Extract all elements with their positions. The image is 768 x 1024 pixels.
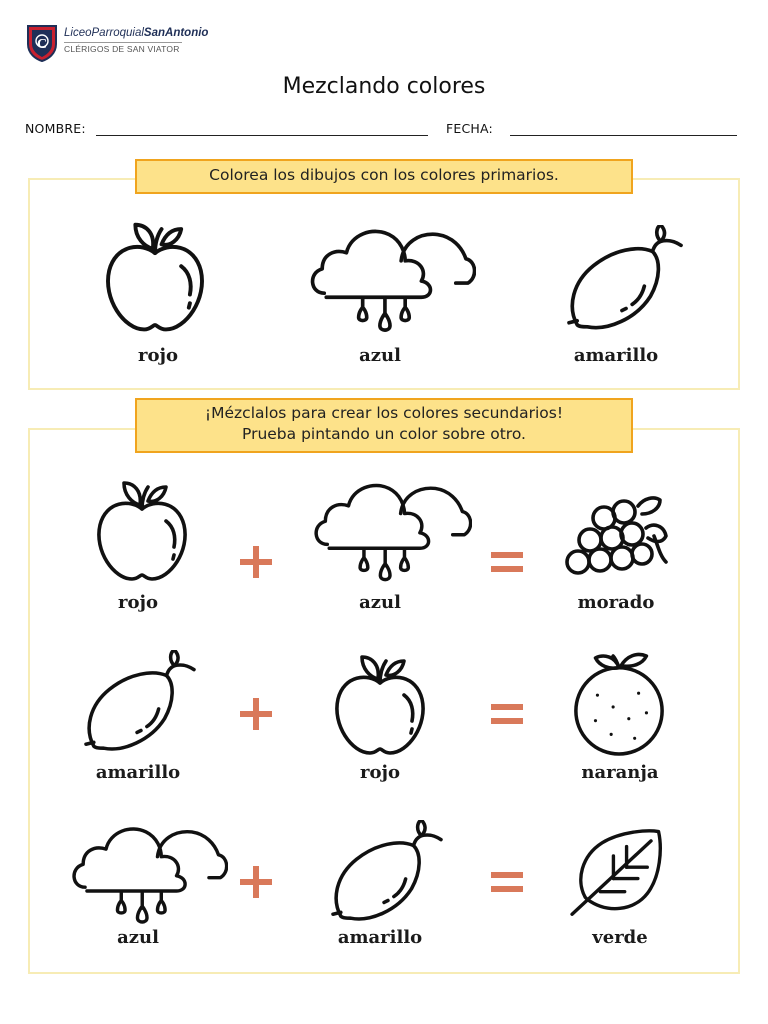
plus-icon [236,694,276,734]
apple-icon[interactable] [330,648,430,760]
apple-icon[interactable] [100,216,210,336]
instruction-text-1: Colorea los dibujos con los colores primarios. [209,166,559,184]
equals-icon [487,542,527,582]
equals-icon [487,862,527,902]
row3-label-b: amarillo [337,927,423,948]
cloud-icon[interactable] [308,474,472,582]
lemon-icon[interactable] [80,650,198,758]
school-subtitle: CLÉRIGOS DE SAN VIATOR [64,44,180,54]
school-name: LiceoParroquialSanAntonio [64,27,209,39]
lemon-icon[interactable] [560,225,688,337]
cloud-icon[interactable] [304,220,476,332]
row1-label-result: morado [577,592,655,613]
row3-label-result: verde [592,927,648,948]
row2-label-b: rojo [359,762,400,783]
plus-icon [236,542,276,582]
instruction-banner-1 [135,159,633,194]
grapes-icon[interactable] [562,492,672,582]
row2-label-a: amarillo [95,762,181,783]
row1-label-b: azul [359,592,401,613]
orange-icon[interactable] [570,650,668,758]
label-azul: azul [359,345,401,366]
date-field-line[interactable] [510,135,737,136]
cloud-icon[interactable] [66,818,228,924]
equals-icon [487,694,527,734]
lemon-icon[interactable] [326,820,446,928]
brand-divider [64,42,182,43]
page-title: Mezclando colores [282,74,486,99]
row2-label-result: naranja [581,762,659,783]
name-label: NOMBRE: [25,121,86,136]
label-rojo: rojo [137,345,178,366]
instruction-text-2b: Prueba pintando un color sobre otro. [242,425,526,443]
instruction-banner-2 [135,398,633,453]
row1-label-a: rojo [117,592,158,613]
leaf-icon[interactable] [568,824,672,918]
instruction-text-2a: ¡Mézclalos para crear los colores secundarios! [204,404,564,422]
name-field-line[interactable] [96,135,428,136]
apple-icon[interactable] [92,474,192,586]
svg-text:C: C [36,37,48,52]
date-label: FECHA: [446,121,493,136]
plus-icon [236,862,276,902]
row3-label-a: azul [117,927,159,948]
label-amarillo: amarillo [573,345,659,366]
school-crest-logo [26,24,58,62]
